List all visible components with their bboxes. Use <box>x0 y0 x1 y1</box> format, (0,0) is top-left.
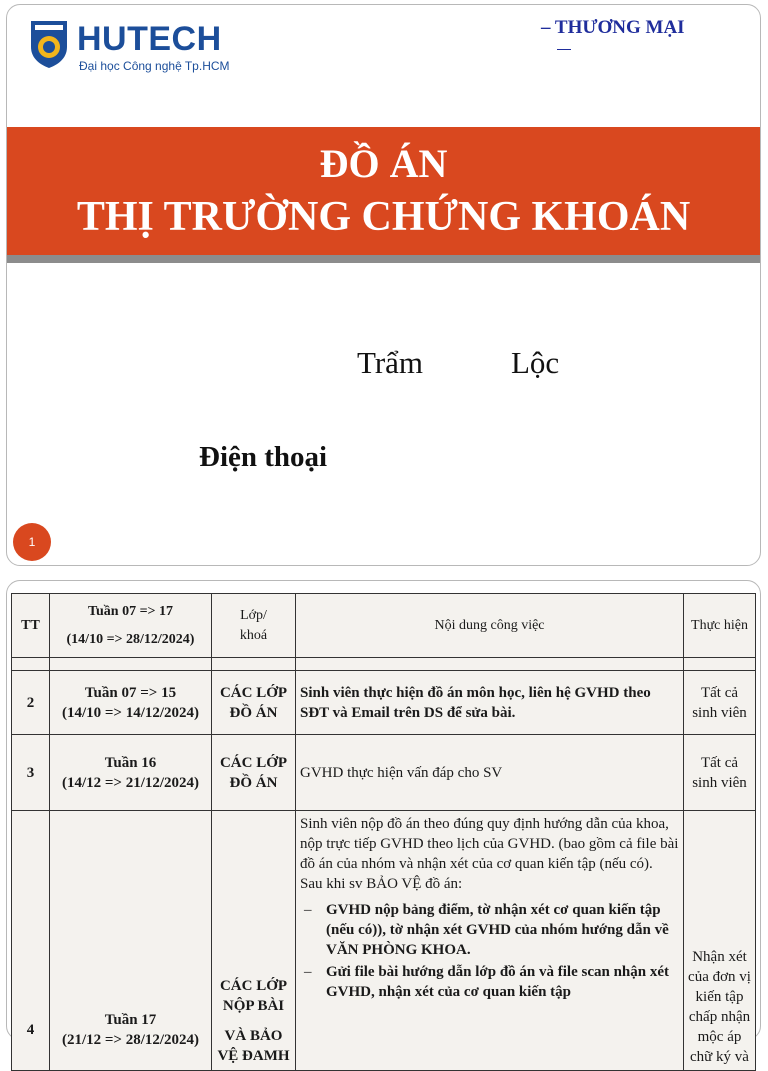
table-row <box>12 811 756 1071</box>
table-separator <box>12 658 756 671</box>
hutech-logo <box>29 19 239 79</box>
faculty-underline <box>557 49 571 50</box>
title-divider <box>7 255 760 263</box>
row-content: GVHD thực hiện vấn đáp cho SV <box>296 735 684 811</box>
row-week-line-1: Tuần 16 <box>104 754 157 771</box>
row-week-line-1: Tuần 17 <box>104 1012 157 1028</box>
header-week-line-2: (14/10 => 28/12/2024) <box>66 631 195 647</box>
list-item: – GVHD nộp bảng điểm, tờ nhận xét cơ quan kiến tập (nếu có)), tờ nhận xét GVHD của nhóm hướng dẫn về VĂN PHÒNG KHOA. <box>304 902 669 958</box>
row-class <box>212 671 296 735</box>
row-tt: 4 <box>12 811 50 1071</box>
lecturer-name-part-2: Lộc <box>511 345 560 380</box>
row-content-bullets <box>300 900 679 1002</box>
header-class-line-2: khoá <box>239 627 268 643</box>
row-performer-line-2: sinh viên <box>692 774 747 791</box>
title-line-2: THỊ TRƯỜNG CHỨNG KHOÁN <box>76 194 691 240</box>
row-class <box>212 735 296 811</box>
row-week-line-2: (14/12 => 21/12/2024) <box>61 774 200 791</box>
faculty-label: – THƯƠNG MẠI <box>541 17 685 38</box>
row-class-line-1: CÁC LỚP <box>219 754 288 771</box>
bullet-text: GVHD nộp bảng điểm, tờ nhận xét cơ quan kiến tập (nếu có)), tờ nhận xét GVHD của nhóm hướng dẫn về VĂN PHÒNG KHOA. <box>326 902 669 958</box>
title-slide <box>6 4 761 566</box>
row-week-line-1: Tuần 07 => 15 <box>84 684 177 701</box>
header-performer: Thực hiện <box>684 594 756 658</box>
phone-label: Điện thoại <box>199 441 328 473</box>
header-content: Nội dung công việc <box>296 594 684 658</box>
table-row <box>12 735 756 811</box>
row-content-intro: Sinh viên nộp đồ án theo đúng quy định hướng dẫn của khoa, nộp trực tiếp GVHD theo lịch của GVHD. (bao gồm cả file bài đồ án của nhóm và nhận xét của cơ quan kiến tập (nếu có). Sau khi sv BẢO VỆ đồ án: <box>300 816 679 892</box>
row-tt: 3 <box>12 735 50 811</box>
hutech-shield-icon <box>29 19 69 69</box>
row-class-line-2: ĐỒ ÁN <box>229 704 278 721</box>
row-performer: Nhận xét của đơn vị kiến tập chấp nhận mộc áp chữ ký và <box>684 811 756 1071</box>
row-class-line-2: ĐỒ ÁN <box>229 774 278 791</box>
row-performer-line-2: sinh viên <box>692 704 747 721</box>
row-performer <box>684 735 756 811</box>
row-week-line-2: (14/10 => 14/12/2024) <box>61 704 200 721</box>
logo-wordmark: HUTECH <box>77 20 222 58</box>
header-class <box>212 594 296 658</box>
row-class-line-1: CÁC LỚP <box>219 684 288 701</box>
row-class <box>212 811 296 1071</box>
header-tt: TT <box>12 594 50 658</box>
schedule-table <box>11 593 756 1071</box>
row-week <box>50 735 212 811</box>
header-class-line-1: Lớp/ <box>240 607 267 623</box>
row-class-line-2: NỘP BÀI <box>222 998 285 1014</box>
row-performer-line-1: Tất cả <box>700 684 739 701</box>
page-number-badge: 1 <box>13 523 51 561</box>
row-performer <box>684 671 756 735</box>
row-week <box>50 811 212 1071</box>
title-line-1: ĐỒ ÁN <box>319 141 448 186</box>
list-item: – Gửi file bài hướng dẫn lớp đồ án và file scan nhận xét GVHD, nhận xét của cơ quan kiến tập <box>304 964 670 1000</box>
logo-tagline: Đại học Công nghệ Tp.HCM <box>79 59 230 73</box>
row-performer-line-1: Tất cả <box>700 754 739 771</box>
table-row <box>12 671 756 735</box>
row-content <box>296 811 684 1071</box>
header-week-line-1: Tuần 07 => 17 <box>87 603 174 619</box>
lecturer-name-part-1: Trẩm <box>357 345 424 380</box>
row-week-line-2: (21/12 => 28/12/2024) <box>61 1032 200 1048</box>
bullet-text: Gửi file bài hướng dẫn lớp đồ án và file scan nhận xét GVHD, nhận xét của cơ quan kiến tập <box>326 964 670 1000</box>
schedule-slide <box>6 580 761 1065</box>
row-tt: 2 <box>12 671 50 735</box>
title-banner <box>7 127 760 255</box>
row-class-line-4: VỆ ĐAMH <box>217 1048 290 1064</box>
header-week <box>50 594 212 658</box>
row-class-line-3: VÀ BẢO <box>224 1028 283 1044</box>
row-class-line-1: CÁC LỚP <box>219 978 288 994</box>
row-content: Sinh viên thực hiện đồ án môn học, liên hệ GVHD theo SĐT và Email trên DS để sửa bài. <box>296 671 684 735</box>
table-header-row <box>12 594 756 658</box>
row-week <box>50 671 212 735</box>
